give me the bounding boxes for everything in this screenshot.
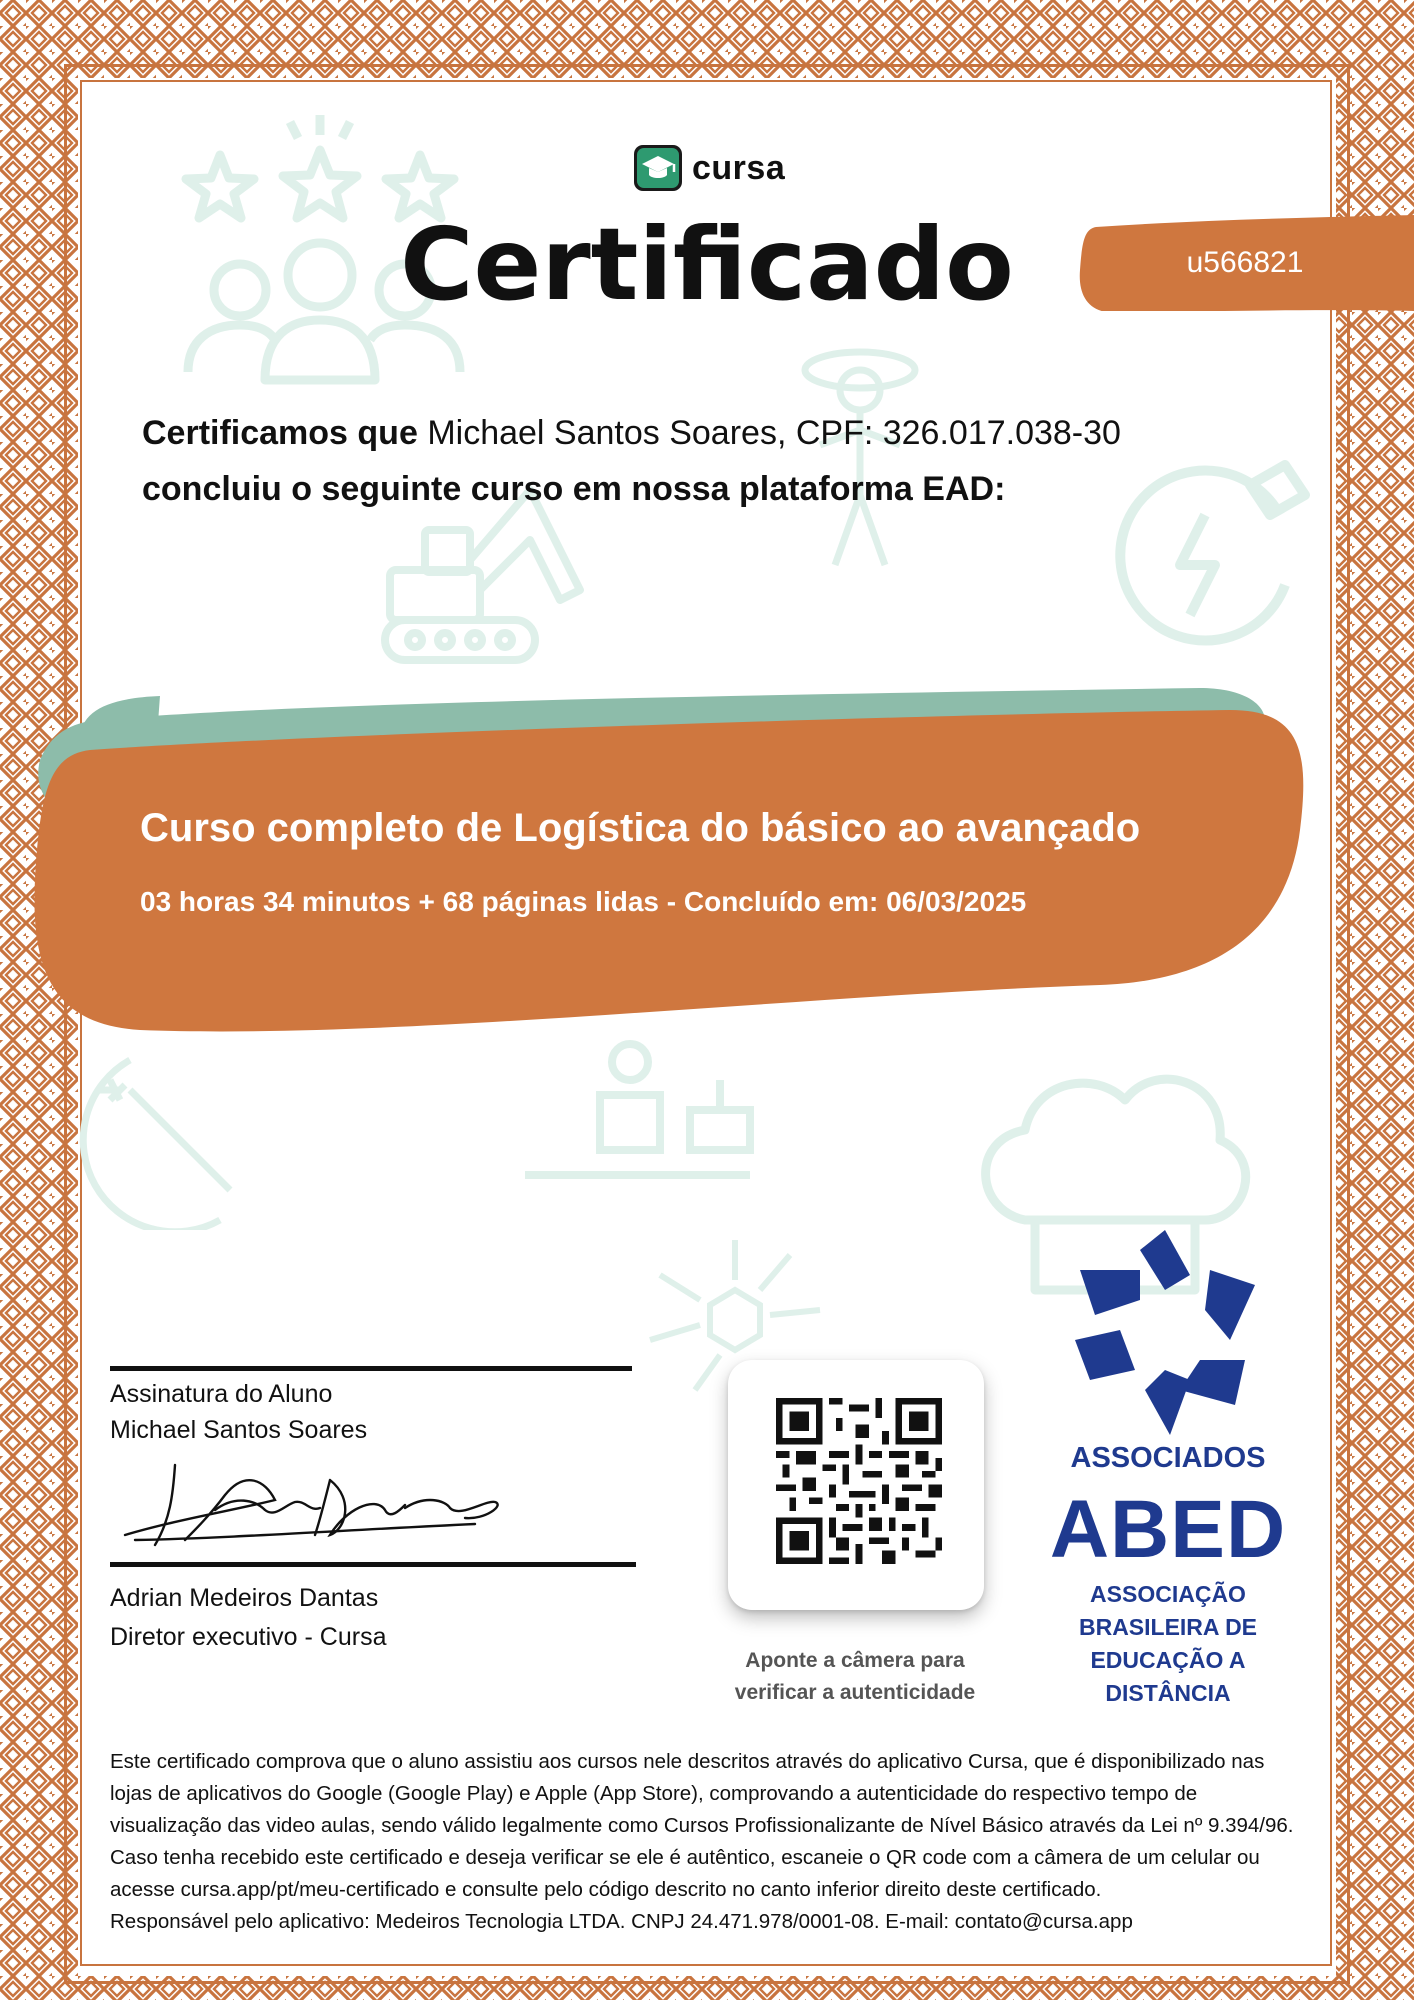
director-title: Diretor executivo - Cursa: [110, 1623, 387, 1651]
abed-full-line4: DISTÂNCIA: [1105, 1680, 1231, 1706]
qr-caption-line2: verificar a autenticidade: [734, 1681, 976, 1704]
worker-desk-icon: [520, 1040, 760, 1180]
course-name: Curso completo de Logística do básico ao avançado: [140, 806, 1141, 850]
student-signature-line: [110, 1366, 632, 1371]
course-banner: [0, 680, 1414, 1050]
certificate-title: Certificado: [400, 206, 1014, 323]
intro-line2: concluiu o seguinte curso em nossa plataforma EAD:: [142, 470, 1006, 508]
qr-code-card: [728, 1360, 984, 1610]
student-cpf: CPF: 326.017.038-30: [795, 414, 1121, 452]
abed-full-name: [1038, 1578, 1298, 1710]
course-details: 03 horas 34 minutos + 68 páginas lidas - Concluído em: 06/03/2025: [140, 886, 1027, 917]
logo-text: cursa: [692, 148, 786, 187]
abed-name: ABED: [1049, 1484, 1287, 1575]
intro-lead: Certificamos que: [142, 414, 418, 452]
director-signature-line: [110, 1562, 636, 1567]
student-name: Michael Santos Soares,: [427, 414, 787, 452]
graduation-cap-icon: [632, 141, 686, 195]
qr-code[interactable]: [776, 1398, 942, 1564]
director-signature: [115, 1440, 515, 1560]
abed-full-line3: EDUCAÇÃO A: [1090, 1647, 1246, 1673]
legal-text: Este certificado comprova que o aluno assistiu aos cursos nele descritos através do aplicativo Cursa, que é disponibilizado nas lojas de aplicativos do Google (Google Play) e Apple (App Store), comprovando a autenticidade do respectivo tempo de visualização das video aulas, sendo válido legalmente como Cursos Profissionalizante de Nível Básico através da Lei nº 9.394/96. Caso tenha recebido este certificado e deseja verificar se ele é autêntico, escaneie o QR code com a câmera de um celular ou acesse cursa.app/pt/meu-certificado e consulte pelo código descrito no canto inferior direito deste certificado.: [110, 1750, 1294, 1901]
cursa-logo: [632, 140, 785, 196]
abed-full-line2: BRASILEIRA DE: [1078, 1614, 1258, 1640]
legal-footer: [110, 1746, 1310, 1938]
abed-full-line1: ASSOCIAÇÃO: [1090, 1581, 1246, 1607]
student-signature-label: Assinatura do Aluno: [110, 1380, 333, 1408]
abed-associados: ASSOCIADOS: [1070, 1442, 1266, 1474]
qr-caption: [700, 1645, 1010, 1709]
qr-caption-line1: Aponte a câmera para: [745, 1649, 965, 1672]
certificate-code: u566821: [1186, 246, 1304, 279]
student-signature-name: Michael Santos Soares: [110, 1416, 368, 1444]
certification-statement: [142, 405, 1262, 517]
responsible-line: Responsável pelo aplicativo: Medeiros Tecnologia LTDA. CNPJ 24.471.978/0001-08. E-mail: contato@cursa.app: [110, 1910, 1133, 1933]
welding-icon: [70, 1030, 270, 1230]
abed-logo-icon: [1060, 1230, 1270, 1440]
director-name: Adrian Medeiros Dantas: [110, 1584, 379, 1612]
